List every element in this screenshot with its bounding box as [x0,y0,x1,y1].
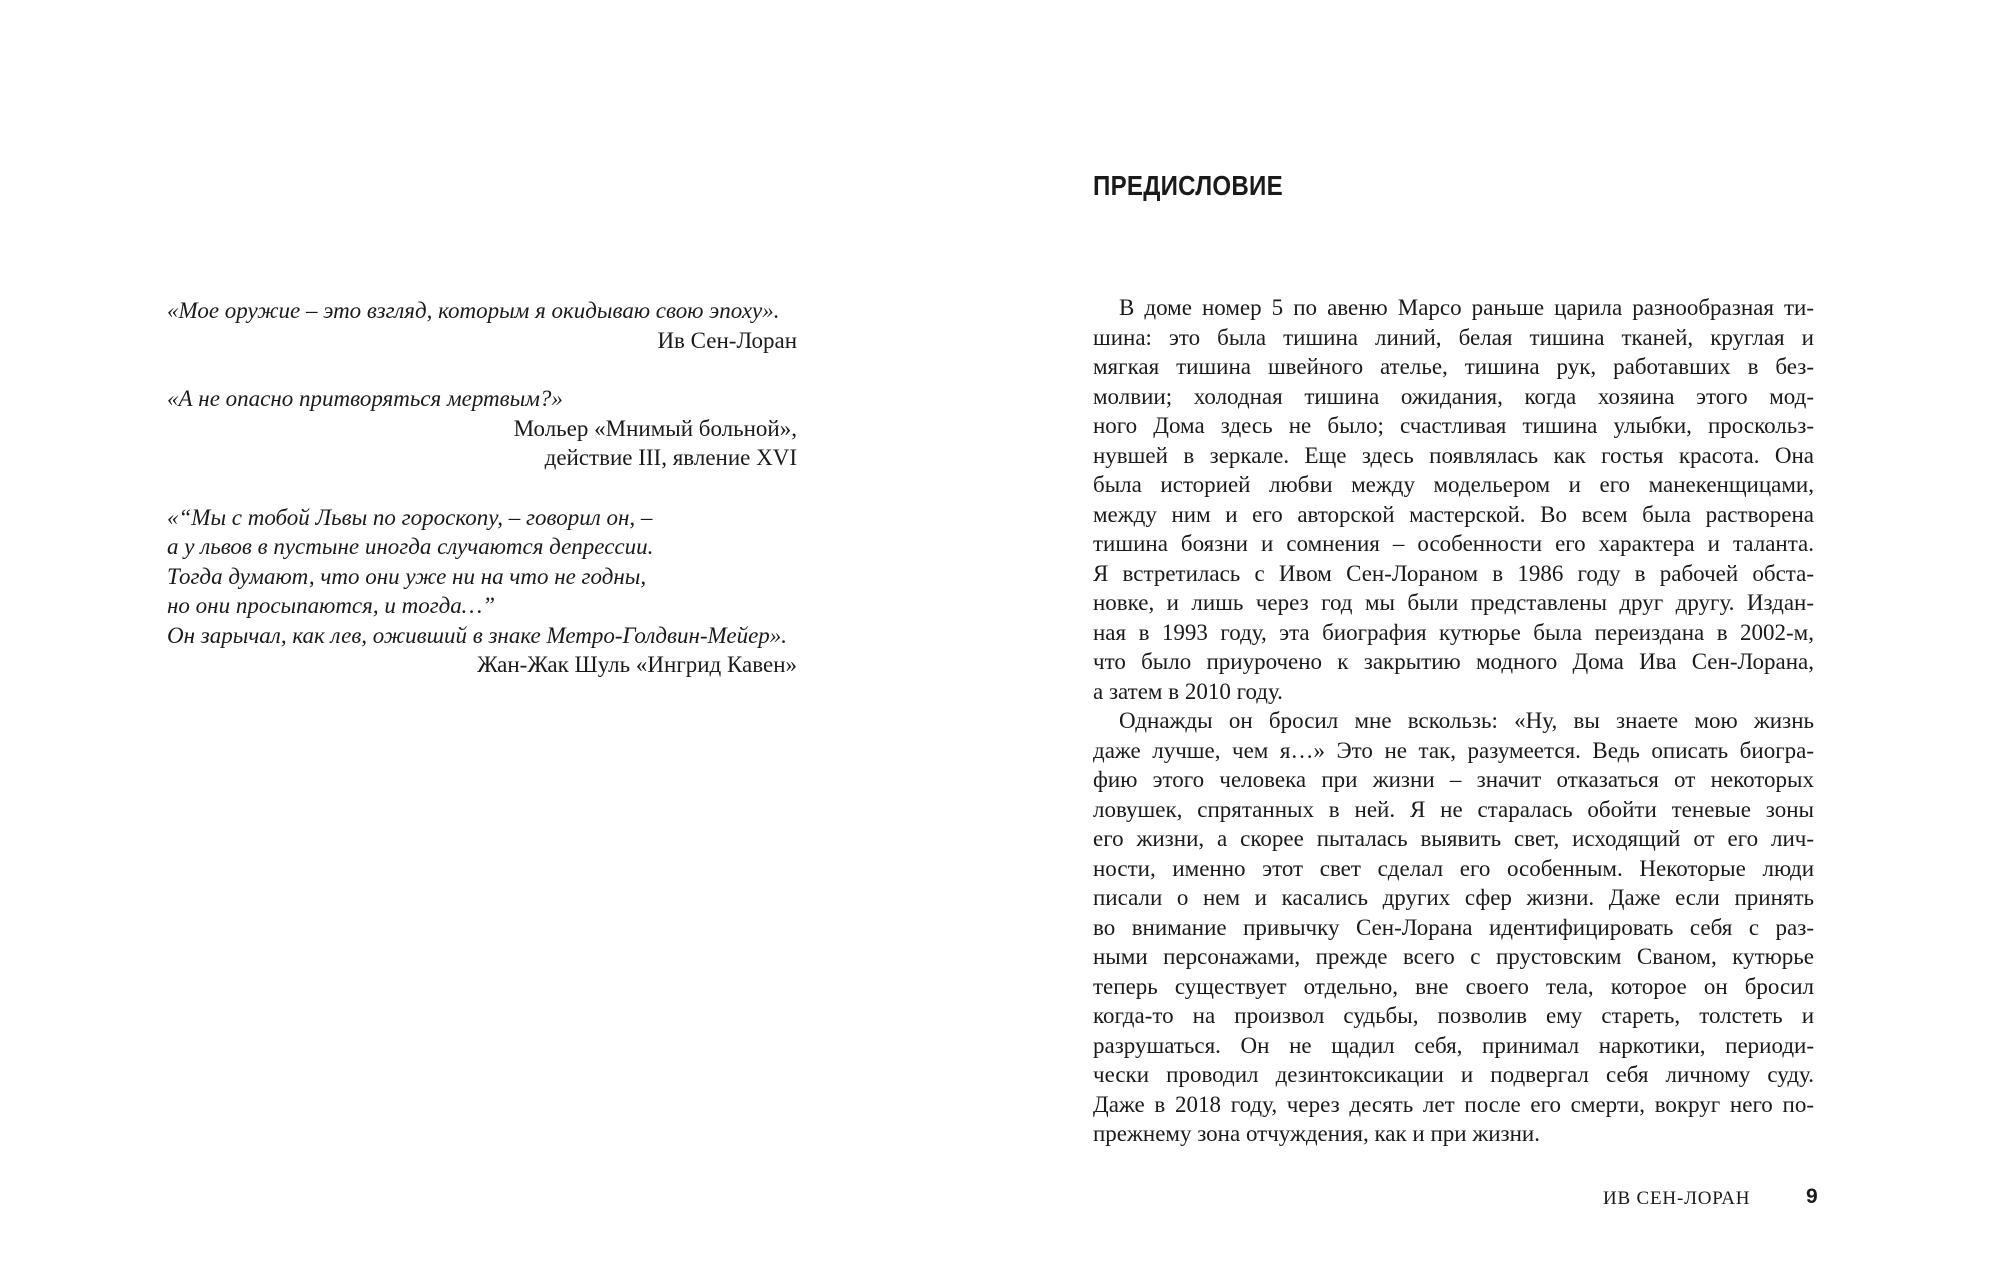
text-line: Однажды он бросил мне вскользь: «Ну, вы знаете мою жизнь [1119,708,1814,733]
epigraph-quote-line: Тогда думают, что они уже ни на что не годны, [167,563,647,589]
text-line: ности, именно этот свет сделал его особенным. Некоторые люди [1093,855,1814,881]
text-line: даже лучше, чем я…» Это не так, разумеется. Ведь описать биогра- [1093,737,1814,763]
text-line: его жизни, а скорее пыталась выявить свет, исходящий от его лич- [1093,826,1814,851]
epigraph-quote-line: а у львов в пустыне иногда случаются депрессии. [167,534,654,559]
epigraph-quote-line: но они просыпаются, и тогда…” [167,593,496,618]
text-line: ловушек, спрятанных в ней. Я не старалась обойти теневые зоны [1093,796,1814,822]
text-line: во внимание привычку Сен-Лорана идентифицировать себя с раз- [1093,914,1814,940]
text-line: Я встретилась с Ивом Сен-Лораном в 1986 году в рабочей обста- [1093,560,1814,586]
epigraph-1 [167,296,797,355]
epigraph-quote-line: «А не опасно притворяться мертвым?» [167,386,563,411]
text-line: фию этого человека при жизни – значит отказаться от некоторых [1093,767,1814,792]
text-line: писали о нем и касались других сфер жизни. Даже если принять [1093,885,1814,910]
body-text [1093,293,1814,1149]
text-line: В доме номер 5 по авеню Марсо раньше царила разнообразная ти- [1119,295,1814,320]
epigraph-2 [167,384,797,473]
page-number: 9 [1806,1185,1818,1208]
epigraph-source-line: действие III, явление XVI [544,445,797,470]
text-line: была историей любви между модельером и его манекенщицами, [1093,472,1814,497]
text-line: ного Дома здесь не было; счастливая тишина улыбки, проскольз- [1093,413,1814,438]
epigraph-quote-line: «Мое оружие – это взгляд, которым я окидываю свою эпоху». [167,298,780,323]
epigraph-quote-line: Он зарычал, как лев, оживший в знаке Метро-Голдвин-Мейер». [167,622,788,648]
text-line: шина: это была тишина линий, белая тишина тканей, круглая и [1093,324,1814,350]
text-line: Даже в 2018 году, через десять лет после его смерти, вокруг него по- [1093,1091,1814,1117]
text-line: прежнему зона отчуждения, как и при жизни. [1093,1121,1540,1146]
text-line: чески проводил дезинтоксикации и подвергал себя личному суду. [1093,1062,1814,1087]
paragraph-1 [1093,293,1814,706]
text-line: разрушаться. Он не щадил себя, принимал наркотики, периоди- [1093,1032,1814,1058]
text-line: между ним и его авторской мастерской. Во всем была растворена [1093,501,1814,527]
text-line: теперь существует отдельно, вне своего тела, которое он бросил [1093,973,1814,999]
chapter-title: ПРЕДИСЛОВИЕ [1093,170,1283,201]
epigraph-source-line: Жан-Жак Шуль «Ингрид Кавен» [477,652,797,677]
text-line: тишина боязни и сомнения – особенности его характера и таланта. [1093,531,1814,556]
text-line: а затем в 2010 году. [1093,678,1283,704]
text-line: когда-то на произвол судьбы, позволив ему стареть, толстеть и [1093,1003,1814,1028]
epigraph-quote-line: «“Мы с тобой Львы по гороскопу, – говорил он, – [167,504,653,530]
right-page [1000,0,2000,1288]
epigraph-source-line: Мольер «Мнимый больной», [513,415,797,441]
epigraphs [167,296,797,709]
text-line: молвии; холодная тишина ожидания, когда хозяина этого мод- [1093,383,1814,409]
text-line: ными персонажами, прежде всего с прустовским Сваном, кутюрье [1093,944,1814,969]
paragraph-2 [1093,706,1814,1149]
running-head: ИВ СЕН-ЛОРАН [1603,1188,1751,1209]
epigraph-source-line: Ив Сен-Лоран [657,327,797,353]
epigraph-3 [167,503,797,680]
text-line: что было приурочено к закрытию модного Дома Ива Сен-Лорана, [1093,649,1814,674]
text-line: новке, и лишь через год мы были представлены друг другу. Издан- [1093,590,1814,615]
text-line: мягкая тишина швейного ателье, тишина рук, работавших в без- [1093,354,1814,379]
text-line: нувшей в зеркале. Еще здесь появлялась как гостья красота. Она [1093,442,1814,468]
text-line: ная в 1993 году, эта биография кутюрье была переиздана в 2002-м, [1093,619,1814,645]
